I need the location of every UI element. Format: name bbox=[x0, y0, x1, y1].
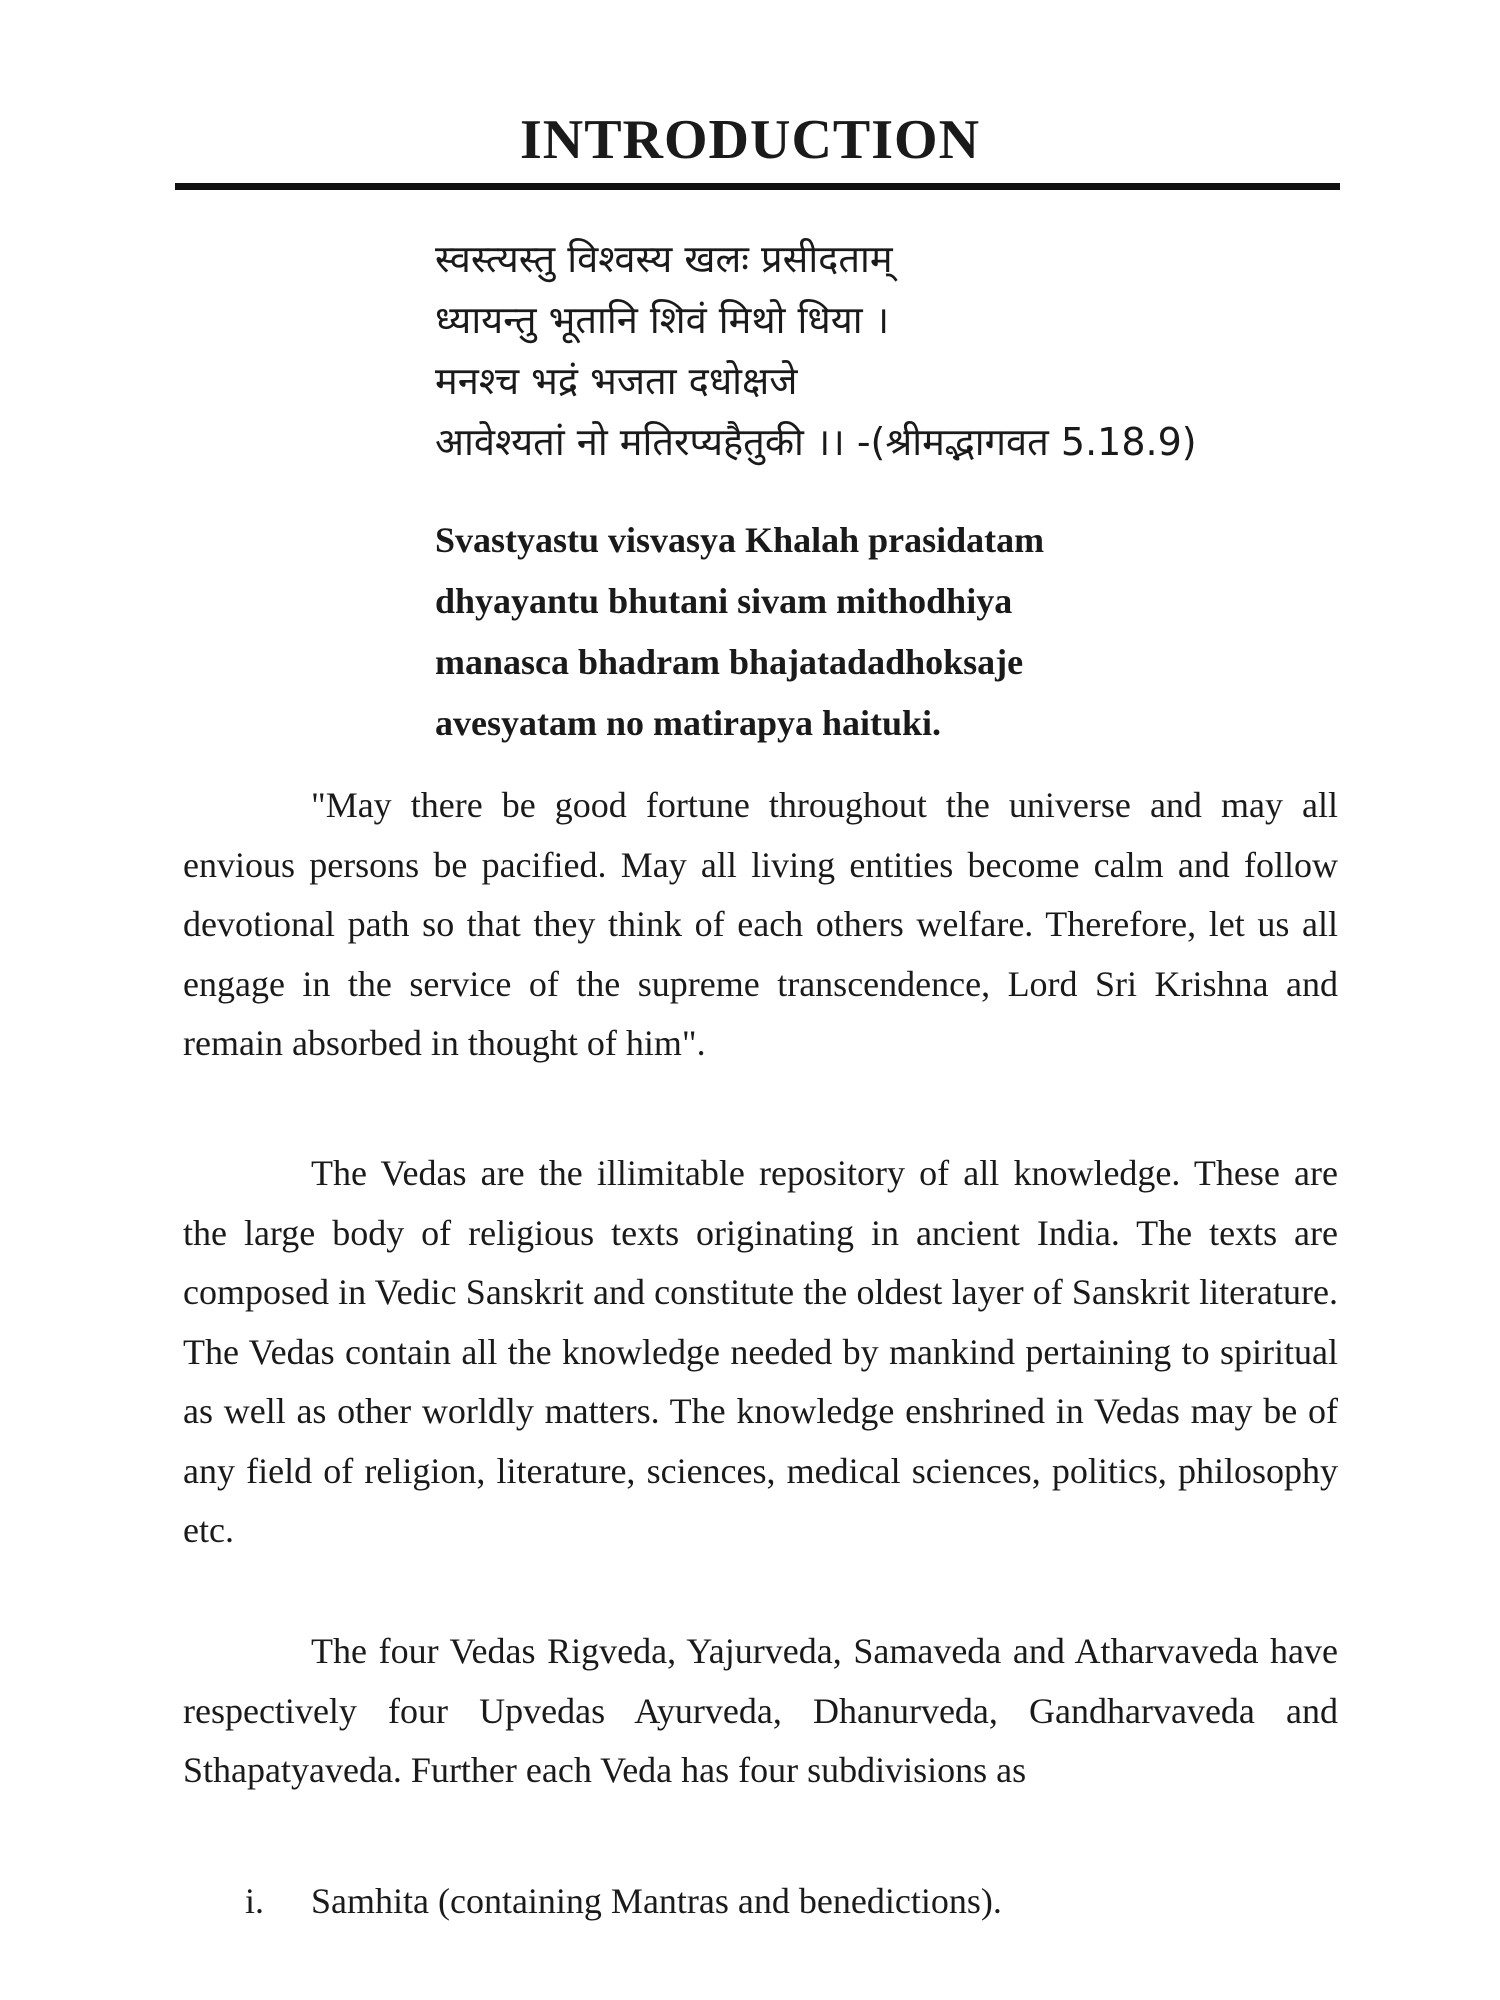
verse-line-devanagari-2: ध्यायन्तु भूतानि शिवं मिथो धिया । bbox=[435, 298, 890, 342]
subdivision-list bbox=[245, 1876, 1345, 1926]
verse-line-devanagari-1: स्वस्त्यस्तु विश्वस्य खलः प्रसीदताम् bbox=[435, 237, 893, 281]
paragraph-four-vedas: The four Vedas Rigveda, Yajurveda, Samaveda and Atharvaveda have respectively four Upvedas Ayurveda, Dhanurveda, Gandharvaveda and Sthapatyaveda. Further each Veda has four subdivisions as bbox=[183, 1631, 1338, 1790]
page-title: INTRODUCTION bbox=[519, 109, 981, 171]
verse-line-devanagari-3: मनश्च भद्रं भजता दधोक्षजे bbox=[435, 359, 798, 403]
transliteration-block bbox=[435, 520, 1335, 764]
transliteration-line-4: avesyatam no matirapya haituki. bbox=[435, 703, 942, 743]
title-underline-divider bbox=[175, 183, 1340, 190]
transliteration-line-3: manasca bhadram bhajatadadhoksaje bbox=[435, 642, 1024, 682]
transliteration-line-2: dhyayantu bhutani sivam mithodhiya bbox=[435, 581, 1013, 621]
paragraph-vedas-overview: The Vedas are the illimitable repository of all knowledge. These are the large body of religious texts originating in ancient India. The texts are composed in Vedic Sanskrit and constitute the oldest layer of Sanskrit literature. The Vedas contain all the knowledge needed by mankind pertaining to spiritual as well as other worldly matters. The knowledge enshrined in Vedas may be of any field of religion, literature, sciences, medical sciences, politics, philosophy etc. bbox=[183, 1153, 1338, 1550]
list-item bbox=[245, 1876, 1345, 1926]
list-item-marker: i. bbox=[245, 1881, 265, 1921]
sanskrit-verse-block bbox=[435, 237, 1335, 484]
paragraph-translation: "May there be good fortune throughout the universe and may all envious persons be pacified. May all living entities become calm and follow devotional path so that they think of each others welfare. Therefore, let us all engage in the service of the supreme transcendence, Lord Sri Krishna and remain absorbed in thought of him". bbox=[183, 785, 1338, 1063]
transliteration-line-1: Svastyastu visvasya Khalah prasidatam bbox=[435, 520, 1045, 560]
verse-line-devanagari-4: आवेश्यतां नो मतिरप्यहैतुकी ।। -(श्रीमद्भागवत 5.18.9) bbox=[435, 420, 1197, 464]
list-item-text: Samhita (containing Mantras and benedictions). bbox=[311, 1881, 1002, 1921]
